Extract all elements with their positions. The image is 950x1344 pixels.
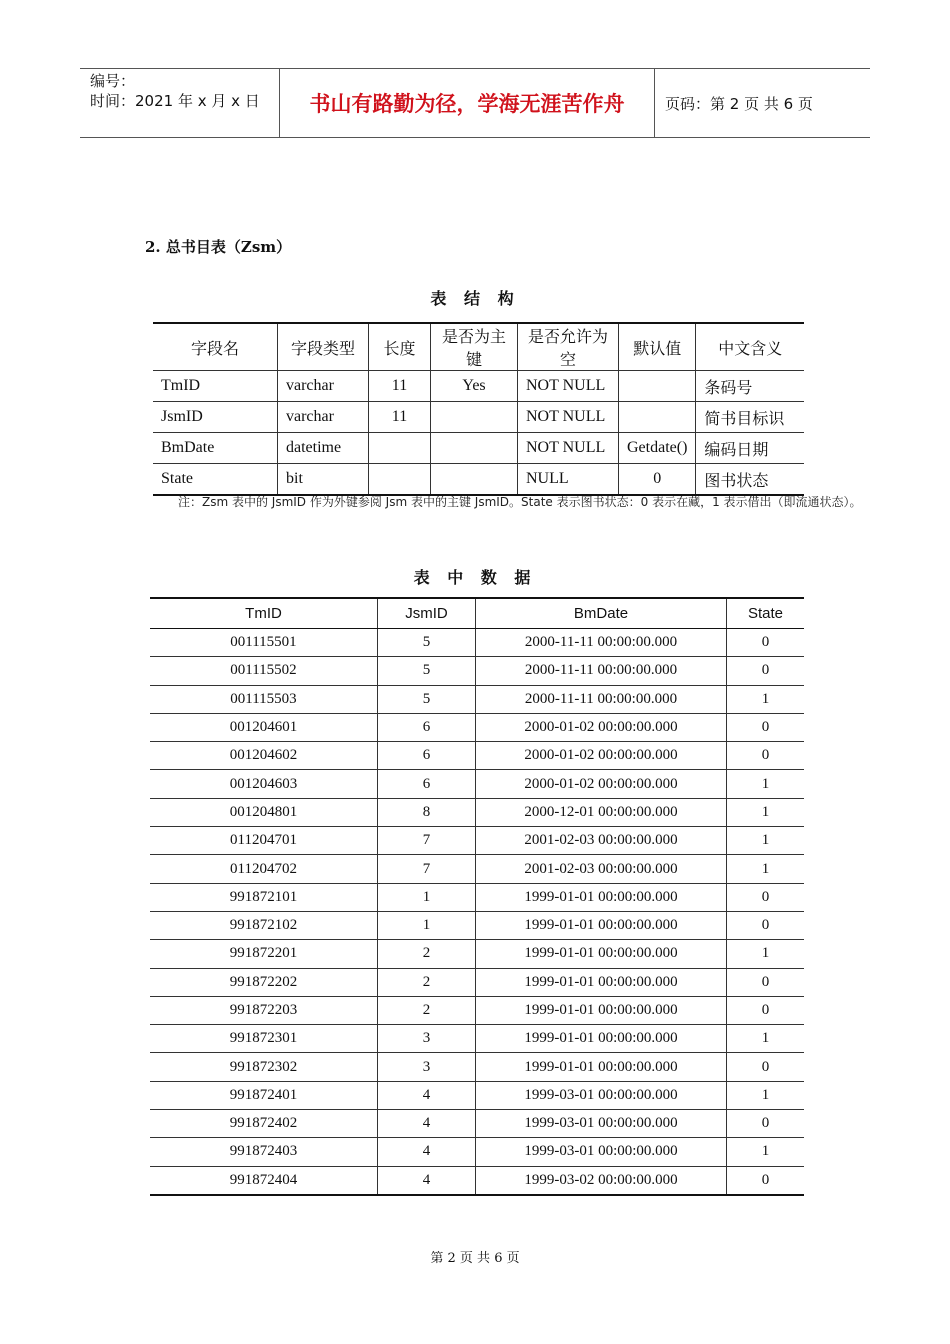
table-row — [150, 911, 804, 939]
table-cell: 001115503 — [150, 685, 378, 713]
table-row — [153, 464, 804, 496]
table-cell: 001204603 — [150, 770, 378, 798]
table-cell: 001115502 — [150, 657, 378, 685]
table-row — [150, 1166, 804, 1195]
table-cell: 991872201 — [150, 940, 378, 968]
table-cell: 2000-01-02 00:00:00.000 — [476, 713, 727, 741]
table-cell: 991872403 — [150, 1138, 378, 1166]
table-row — [150, 713, 804, 741]
table-cell — [431, 464, 518, 496]
table-row — [150, 827, 804, 855]
structure-header-cell: 长度 — [369, 323, 431, 371]
table-cell: 4 — [378, 1081, 476, 1109]
table-row — [150, 685, 804, 713]
table-cell: 简书目标识 — [696, 402, 804, 433]
table-cell: 11 — [369, 371, 431, 402]
table-cell: 4 — [378, 1110, 476, 1138]
table-row — [150, 996, 804, 1024]
table-cell: 1999-01-01 00:00:00.000 — [476, 883, 727, 911]
page-footer: 第 2 页 共 6 页 — [430, 1251, 520, 1266]
table-cell: 3 — [378, 1025, 476, 1053]
table-row — [150, 657, 804, 685]
table-cell: 11 — [369, 402, 431, 433]
table-cell: 1 — [727, 685, 805, 713]
table-cell: 0 — [619, 464, 696, 496]
table-cell: 7 — [378, 827, 476, 855]
page-header — [80, 68, 870, 138]
table-cell: 6 — [378, 742, 476, 770]
table-row — [150, 742, 804, 770]
table-cell: 1 — [727, 827, 805, 855]
table-cell: 1 — [727, 1138, 805, 1166]
table-cell: State — [153, 464, 278, 496]
table-cell: 1999-03-02 00:00:00.000 — [476, 1166, 727, 1195]
structure-table — [153, 322, 804, 496]
table-row — [150, 770, 804, 798]
table-cell: 991872404 — [150, 1166, 378, 1195]
table-cell: 编码日期 — [696, 433, 804, 464]
table-cell: 1 — [727, 1025, 805, 1053]
table-cell — [431, 402, 518, 433]
table-cell: 001115501 — [150, 629, 378, 657]
table-cell: 2000-11-11 00:00:00.000 — [476, 629, 727, 657]
table-cell: 4 — [378, 1166, 476, 1195]
data-header-cell: TmID — [150, 598, 378, 629]
table-cell: 图书状态 — [696, 464, 804, 496]
table-cell: varchar — [278, 402, 369, 433]
table-cell: 2000-01-02 00:00:00.000 — [476, 770, 727, 798]
structure-header-cell: 字段类型 — [278, 323, 369, 371]
table-cell — [369, 433, 431, 464]
data-table — [150, 597, 804, 1196]
table-cell: NOT NULL — [518, 433, 619, 464]
table-row — [150, 1025, 804, 1053]
table-cell: 1999-03-01 00:00:00.000 — [476, 1081, 727, 1109]
table-cell: 001204801 — [150, 798, 378, 826]
table-cell: bit — [278, 464, 369, 496]
table-cell: 0 — [727, 1110, 805, 1138]
table-row — [150, 1081, 804, 1109]
table-cell: 0 — [727, 911, 805, 939]
table-cell: 001204601 — [150, 713, 378, 741]
table-cell: 1999-01-01 00:00:00.000 — [476, 911, 727, 939]
table-cell — [619, 402, 696, 433]
time-label: 时间：2021 年 x 月 x 日 — [90, 92, 260, 110]
table-cell: 1 — [727, 1081, 805, 1109]
structure-header-cell: 中文含义 — [696, 323, 804, 371]
table-cell — [619, 371, 696, 402]
data-table-body — [150, 629, 804, 1195]
table-row — [150, 1110, 804, 1138]
table-cell: 991872402 — [150, 1110, 378, 1138]
table-cell: 1999-03-01 00:00:00.000 — [476, 1138, 727, 1166]
table-cell: 2000-11-11 00:00:00.000 — [476, 657, 727, 685]
table-cell: 条码号 — [696, 371, 804, 402]
table-cell: 991872101 — [150, 883, 378, 911]
table-cell: 1999-03-01 00:00:00.000 — [476, 1110, 727, 1138]
table-cell: 2001-02-03 00:00:00.000 — [476, 855, 727, 883]
data-caption: 表 中 数 据 — [413, 568, 537, 587]
table-row — [150, 940, 804, 968]
table-cell: 8 — [378, 798, 476, 826]
table-cell: 001204602 — [150, 742, 378, 770]
table-cell: 5 — [378, 685, 476, 713]
table-cell: 1 — [727, 855, 805, 883]
table-cell: NOT NULL — [518, 371, 619, 402]
table-cell: 3 — [378, 1053, 476, 1081]
table-row — [150, 1138, 804, 1166]
table-cell: 4 — [378, 1138, 476, 1166]
table-cell: 6 — [378, 770, 476, 798]
table-cell: 2000-01-02 00:00:00.000 — [476, 742, 727, 770]
table-cell: Getdate() — [619, 433, 696, 464]
table-cell: 0 — [727, 713, 805, 741]
table-cell: 0 — [727, 968, 805, 996]
table-cell: NULL — [518, 464, 619, 496]
table-cell: TmID — [153, 371, 278, 402]
table-cell: 1999-01-01 00:00:00.000 — [476, 996, 727, 1024]
table-cell: 991872401 — [150, 1081, 378, 1109]
table-cell: 1 — [727, 770, 805, 798]
table-cell: 2 — [378, 968, 476, 996]
table-row — [153, 371, 804, 402]
table-cell: 0 — [727, 1166, 805, 1195]
table-cell: 991872301 — [150, 1025, 378, 1053]
table-row — [153, 433, 804, 464]
table-row — [150, 1053, 804, 1081]
table-cell: 1999-01-01 00:00:00.000 — [476, 968, 727, 996]
table-cell: 1 — [727, 798, 805, 826]
header-meta — [80, 69, 280, 137]
table-cell: 2000-11-11 00:00:00.000 — [476, 685, 727, 713]
table-cell: 1 — [378, 883, 476, 911]
table-cell: 1999-01-01 00:00:00.000 — [476, 1025, 727, 1053]
structure-header-cell: 是否为主键 — [431, 323, 518, 371]
table-cell: 1999-01-01 00:00:00.000 — [476, 940, 727, 968]
table-cell: 2001-02-03 00:00:00.000 — [476, 827, 727, 855]
table-cell: 5 — [378, 629, 476, 657]
table-cell: BmDate — [153, 433, 278, 464]
table-cell: 1 — [378, 911, 476, 939]
structure-caption: 表 结 构 — [430, 289, 520, 308]
table-cell: 0 — [727, 996, 805, 1024]
table-cell: 011204702 — [150, 855, 378, 883]
header-page-info: 页码：第 2 页 共 6 页 — [665, 94, 813, 113]
table-cell: NOT NULL — [518, 402, 619, 433]
table-cell: 7 — [378, 855, 476, 883]
table-cell: 0 — [727, 742, 805, 770]
table-cell: varchar — [278, 371, 369, 402]
table-row — [150, 968, 804, 996]
table-row — [150, 883, 804, 911]
structure-note: 注：Zsm 表中的 JsmID 作为外键参阅 Jsm 表中的主键 JsmID。State 表示图书状态：0 表示在藏，1 表示借出（即流通状态）。 — [178, 495, 862, 509]
data-header-cell: BmDate — [476, 598, 727, 629]
table-cell: Yes — [431, 371, 518, 402]
section-title: 2. 总书目表（Zsm） — [145, 238, 292, 256]
table-cell — [369, 464, 431, 496]
table-cell: 991872102 — [150, 911, 378, 939]
structure-header-cell: 默认值 — [619, 323, 696, 371]
table-cell: JsmID — [153, 402, 278, 433]
table-cell: 1 — [727, 940, 805, 968]
table-row — [150, 855, 804, 883]
header-motto: 书山有路勤为径，学海无涯苦作舟 — [280, 69, 655, 137]
table-cell: 011204701 — [150, 827, 378, 855]
table-row — [150, 798, 804, 826]
table-cell — [431, 433, 518, 464]
table-cell: 6 — [378, 713, 476, 741]
table-cell: 0 — [727, 883, 805, 911]
table-cell: 0 — [727, 1053, 805, 1081]
data-header-cell: State — [727, 598, 805, 629]
structure-header-row — [153, 323, 804, 371]
table-cell: 2 — [378, 940, 476, 968]
table-cell: 2000-12-01 00:00:00.000 — [476, 798, 727, 826]
table-cell: 991872302 — [150, 1053, 378, 1081]
table-cell: 991872202 — [150, 968, 378, 996]
table-cell: 5 — [378, 657, 476, 685]
table-cell: datetime — [278, 433, 369, 464]
data-header-row — [150, 598, 804, 629]
table-row — [150, 629, 804, 657]
table-cell: 0 — [727, 657, 805, 685]
structure-header-cell: 字段名 — [153, 323, 278, 371]
number-label: 编号： — [90, 72, 136, 90]
table-cell: 1999-01-01 00:00:00.000 — [476, 1053, 727, 1081]
table-cell: 2 — [378, 996, 476, 1024]
table-cell: 991872203 — [150, 996, 378, 1024]
data-header-cell: JsmID — [378, 598, 476, 629]
table-row — [153, 402, 804, 433]
structure-header-cell: 是否允许为空 — [518, 323, 619, 371]
table-cell: 0 — [727, 629, 805, 657]
